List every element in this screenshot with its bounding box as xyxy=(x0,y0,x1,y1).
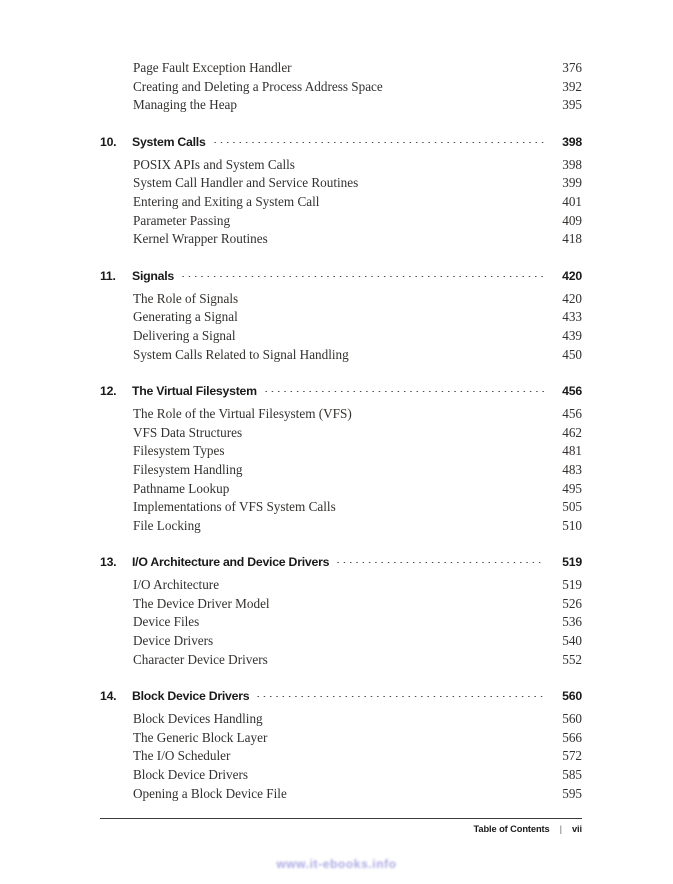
toc-entry-row[interactable] xyxy=(100,652,582,671)
toc-entry-title: VFS Data Structures xyxy=(133,424,243,440)
chapter-group xyxy=(100,383,582,536)
chapter-heading-row[interactable] xyxy=(100,554,582,573)
dot-leader xyxy=(263,383,544,395)
toc-entry-row[interactable] xyxy=(100,175,582,194)
toc-entry-row[interactable] xyxy=(100,614,582,633)
chapter-group xyxy=(100,688,582,804)
chapter-spacer xyxy=(100,250,582,268)
toc-entry-page-number: 439 xyxy=(562,327,582,343)
toc-entry-page-number: 566 xyxy=(562,729,582,745)
chapter-title: Block Device Drivers xyxy=(132,689,250,704)
toc-entry-page-number: 510 xyxy=(562,517,582,533)
toc-entry-title: Device Files xyxy=(133,614,200,630)
toc-entry-title: Delivering a Signal xyxy=(133,327,236,343)
toc-entry-title: Pathname Lookup xyxy=(133,480,230,496)
toc-entry-title: The Role of the Virtual Filesystem (VFS) xyxy=(133,406,352,422)
toc-entry-title: Kernel Wrapper Routines xyxy=(133,231,268,247)
page-number: vii xyxy=(571,824,582,834)
dot-leader xyxy=(180,268,544,280)
toc-entry-row[interactable] xyxy=(100,443,582,462)
chapter-heading-row[interactable] xyxy=(100,134,582,153)
toc-entry-row[interactable] xyxy=(100,231,582,250)
toc-entry-row[interactable] xyxy=(100,347,582,366)
toc-entry-page-number: 399 xyxy=(562,175,582,191)
chapter-heading-row[interactable] xyxy=(100,383,582,402)
toc-entry-row[interactable] xyxy=(100,425,582,444)
toc-entry-title: POSIX APIs and System Calls xyxy=(133,156,295,172)
toc-entry-page-number: 505 xyxy=(562,499,582,515)
toc-entry-row[interactable] xyxy=(100,481,582,500)
chapter-page-number: 519 xyxy=(562,555,582,570)
toc-entry-page-number: 495 xyxy=(562,480,582,496)
chapter-spacer xyxy=(100,536,582,554)
toc-entry-title: I/O Architecture xyxy=(133,577,220,593)
toc-entry-page-number: 398 xyxy=(562,156,582,172)
toc-entry-row[interactable] xyxy=(100,97,582,116)
chapter-spacer xyxy=(100,116,582,134)
toc-entry-page-number: 585 xyxy=(562,767,582,783)
toc-entry-title: Managing the Heap xyxy=(133,97,237,113)
toc-entry-row[interactable] xyxy=(100,462,582,481)
chapter-title: Signals xyxy=(132,268,174,283)
toc-entry-row[interactable] xyxy=(100,633,582,652)
footer-separator: | xyxy=(559,824,562,834)
chapter-group xyxy=(100,134,582,250)
footer xyxy=(474,824,583,834)
toc-entry-page-number: 483 xyxy=(562,461,582,477)
toc-entry-title: File Locking xyxy=(133,517,201,533)
toc-entry-page-number: 552 xyxy=(562,651,582,667)
toc-entry-page-number: 540 xyxy=(562,633,582,649)
toc-entry-page-number: 481 xyxy=(562,443,582,459)
toc-entry-title: Block Devices Handling xyxy=(133,711,263,727)
chapter-number: 14. xyxy=(100,689,117,704)
chapter-group xyxy=(100,268,582,365)
toc-entry-page-number: 526 xyxy=(562,595,582,611)
toc-entry-page-number: 572 xyxy=(562,748,582,764)
toc-entry-page-number: 519 xyxy=(562,577,582,593)
chapter-title: System Calls xyxy=(132,134,206,149)
toc-entry-page-number: 433 xyxy=(562,309,582,325)
toc-entry-row[interactable] xyxy=(100,406,582,425)
chapter-title: I/O Architecture and Device Drivers xyxy=(132,555,330,570)
toc-entry-title: Entering and Exiting a System Call xyxy=(133,193,320,209)
chapter-title: The Virtual Filesystem xyxy=(132,384,257,399)
dot-leader xyxy=(212,134,544,146)
toc-entry-page-number: 409 xyxy=(562,212,582,228)
toc-entry-title: Character Device Drivers xyxy=(133,651,268,667)
chapter-page-number: 398 xyxy=(562,134,582,149)
chapter-heading-row[interactable] xyxy=(100,688,582,707)
footer-section-label: Table of Contents xyxy=(473,824,550,834)
dot-leader xyxy=(255,688,544,700)
chapter-page-number: 560 xyxy=(562,689,582,704)
toc-entry-row[interactable] xyxy=(100,309,582,328)
chapter-page-number: 420 xyxy=(562,268,582,283)
toc-entry-title: Opening a Block Device File xyxy=(133,785,287,801)
chapter-spacer xyxy=(100,670,582,688)
footer-divider xyxy=(100,818,582,819)
toc-entry-title: Implementations of VFS System Calls xyxy=(133,499,336,515)
toc-entry-title: System Call Handler and Service Routines xyxy=(133,175,359,191)
toc-entry-title: System Calls Related to Signal Handling xyxy=(133,346,349,362)
toc-entry-title: Filesystem Types xyxy=(133,443,225,459)
toc-entry-page-number: 401 xyxy=(562,193,582,209)
toc-entry-row[interactable] xyxy=(100,596,582,615)
toc-entry-row[interactable] xyxy=(100,767,582,786)
toc-entry-row[interactable] xyxy=(100,213,582,232)
toc-entry-page-number: 456 xyxy=(562,406,582,422)
toc-entry-row[interactable] xyxy=(100,194,582,213)
chapter-number: 13. xyxy=(100,555,117,570)
chapter-spacer xyxy=(100,365,582,383)
toc-entry-page-number: 418 xyxy=(562,231,582,247)
toc-entry-row[interactable] xyxy=(100,730,582,749)
toc-entry-title: Creating and Deleting a Process Address Space xyxy=(133,78,383,94)
toc-entry-title: Device Drivers xyxy=(133,633,214,649)
chapter-number: 10. xyxy=(100,134,117,149)
toc-entry-title: Block Device Drivers xyxy=(133,767,248,783)
toc-entry-row[interactable] xyxy=(100,79,582,98)
toc-entry-row[interactable] xyxy=(100,328,582,347)
toc-entry-row[interactable] xyxy=(100,748,582,767)
toc-entry-row[interactable] xyxy=(100,711,582,730)
toc-entry-title: Page Fault Exception Handler xyxy=(133,60,292,75)
toc-entry-row[interactable] xyxy=(100,60,582,79)
toc-entry-page-number: 392 xyxy=(562,78,582,94)
toc-entry-page-number: 595 xyxy=(562,785,582,801)
toc-entry-page-number: 462 xyxy=(562,424,582,440)
toc-entry-title: The Device Driver Model xyxy=(133,595,270,611)
orphan-entry-group xyxy=(100,60,582,116)
toc-entry-title: Filesystem Handling xyxy=(133,461,243,477)
chapter-heading-row[interactable] xyxy=(100,268,582,287)
chapter-number: 12. xyxy=(100,384,117,399)
toc-entry-page-number: 560 xyxy=(562,711,582,727)
chapter-number: 11. xyxy=(100,268,116,283)
toc-entry-title: Generating a Signal xyxy=(133,309,238,325)
dot-leader xyxy=(335,554,544,566)
chapter-group xyxy=(100,554,582,670)
toc-entry-row[interactable] xyxy=(100,499,582,518)
toc-entry-page-number: 536 xyxy=(562,614,582,630)
toc-entry-row[interactable] xyxy=(100,577,582,596)
toc-entry-page-number: 376 xyxy=(562,60,582,75)
toc-entry-title: The I/O Scheduler xyxy=(133,748,231,764)
toc-entry-page-number: 450 xyxy=(562,346,582,362)
chapter-list xyxy=(100,116,582,804)
toc-entry-page-number: 395 xyxy=(562,97,582,113)
toc-entry-row[interactable] xyxy=(100,518,582,537)
toc-entry-row[interactable] xyxy=(100,291,582,310)
watermark-text: www.it-ebooks.info xyxy=(276,857,397,871)
toc-entry-row[interactable] xyxy=(100,157,582,176)
toc-content xyxy=(100,60,582,804)
toc-entry-page-number: 420 xyxy=(562,290,582,306)
toc-entry-title: The Role of Signals xyxy=(133,290,239,306)
chapter-page-number: 456 xyxy=(562,384,582,399)
toc-entry-title: The Generic Block Layer xyxy=(133,729,268,745)
toc-entry-title: Parameter Passing xyxy=(133,212,231,228)
toc-entry-row[interactable] xyxy=(100,786,582,805)
